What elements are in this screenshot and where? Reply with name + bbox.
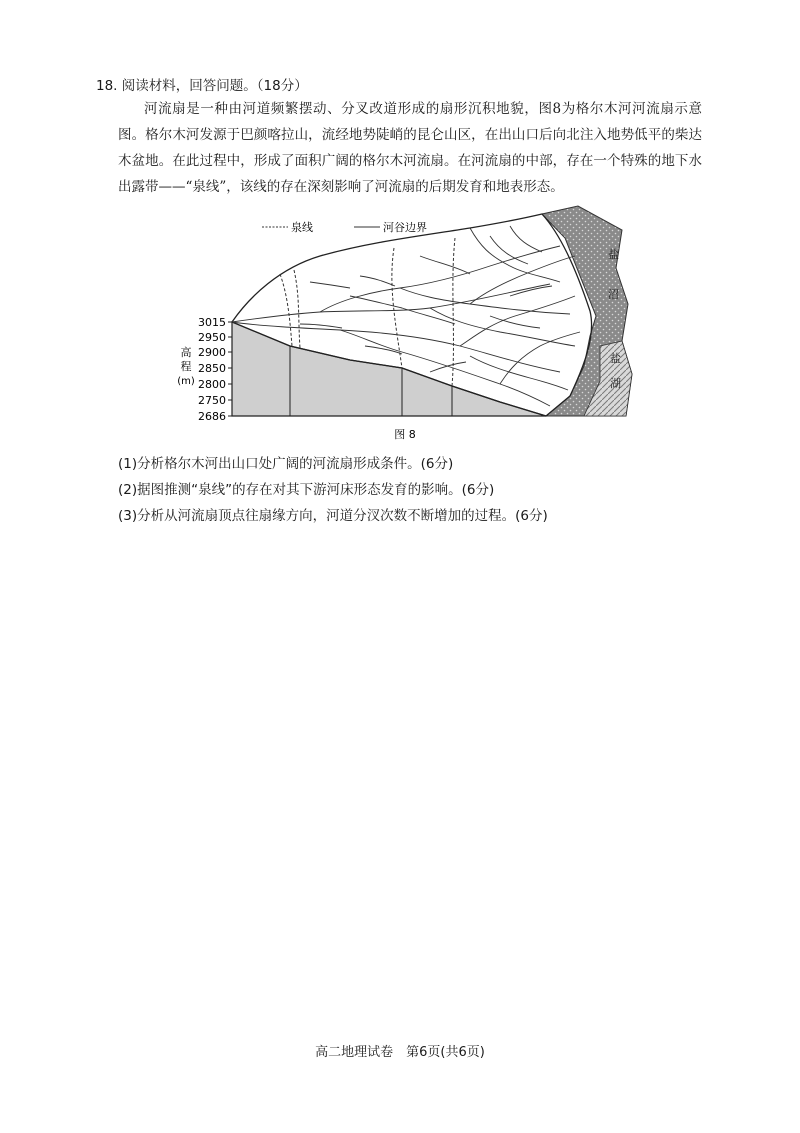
- spring-line: [280, 274, 292, 346]
- figure-8: [170, 196, 640, 446]
- elevation-axis: [177, 316, 232, 423]
- river-fan-diagram: [170, 196, 640, 446]
- legend-valley-label: 河谷边界: [383, 221, 427, 234]
- salt-lake-label-2: 湖: [610, 377, 621, 390]
- tick-label: 2800: [198, 378, 226, 391]
- y-axis-label-1: 高: [180, 346, 192, 359]
- subquestion-3: (3)分析从河流扇顶点往扇缘方向，河道分汊次数不断增加的过程。(6分): [118, 508, 548, 524]
- tick-label: 2950: [198, 331, 226, 344]
- question-header: 18. 阅读材料，回答问题。（18分）: [96, 78, 308, 94]
- tick-label: 2686: [198, 410, 226, 423]
- material-paragraph: 河流扇是一种由河道频繁摆动、分叉改道形成的扇形沉积地貌，图8为格尔木河河流扇示意图。格尔木河发源于巴颜喀拉山，流经地势陡峭的昆仑山区，在出山口后向北注入地势低平的柴达木盆地。在此过程中，形成了面积广阔的格尔木河流扇。在河流扇的中部，存在一个特殊的地下水出露带——“泉线”，该线的存在深刻影响了河流扇的后期发育和地表形态。: [118, 101, 702, 195]
- salt-lake-label-1: 盐: [610, 352, 621, 365]
- y-axis-label-2: 程: [180, 360, 192, 373]
- subquestion-1: (1)分析格尔木河出山口处广阔的河流扇形成条件。(6分): [118, 456, 454, 472]
- y-axis-unit: (m): [177, 376, 195, 387]
- salt-marsh-label-1: 盐: [608, 248, 619, 261]
- question-material: [118, 96, 702, 200]
- tick-label: 2750: [198, 394, 226, 407]
- tick-label: 3015: [198, 316, 226, 329]
- legend-spring-label: 泉线: [291, 221, 313, 234]
- subquestion-2: (2)据图推测“泉线”的存在对其下游河床形态发育的影响。(6分): [118, 482, 495, 498]
- tick-label: 2850: [198, 362, 226, 375]
- spring-line: [294, 270, 300, 348]
- salt-marsh-label-2: 沼: [608, 288, 619, 301]
- figure-caption: 图 8: [394, 428, 416, 441]
- tick-label: 2900: [198, 346, 226, 359]
- page-footer: 高二地理试卷 第6页(共6页): [315, 1045, 485, 1060]
- legend: [262, 220, 427, 234]
